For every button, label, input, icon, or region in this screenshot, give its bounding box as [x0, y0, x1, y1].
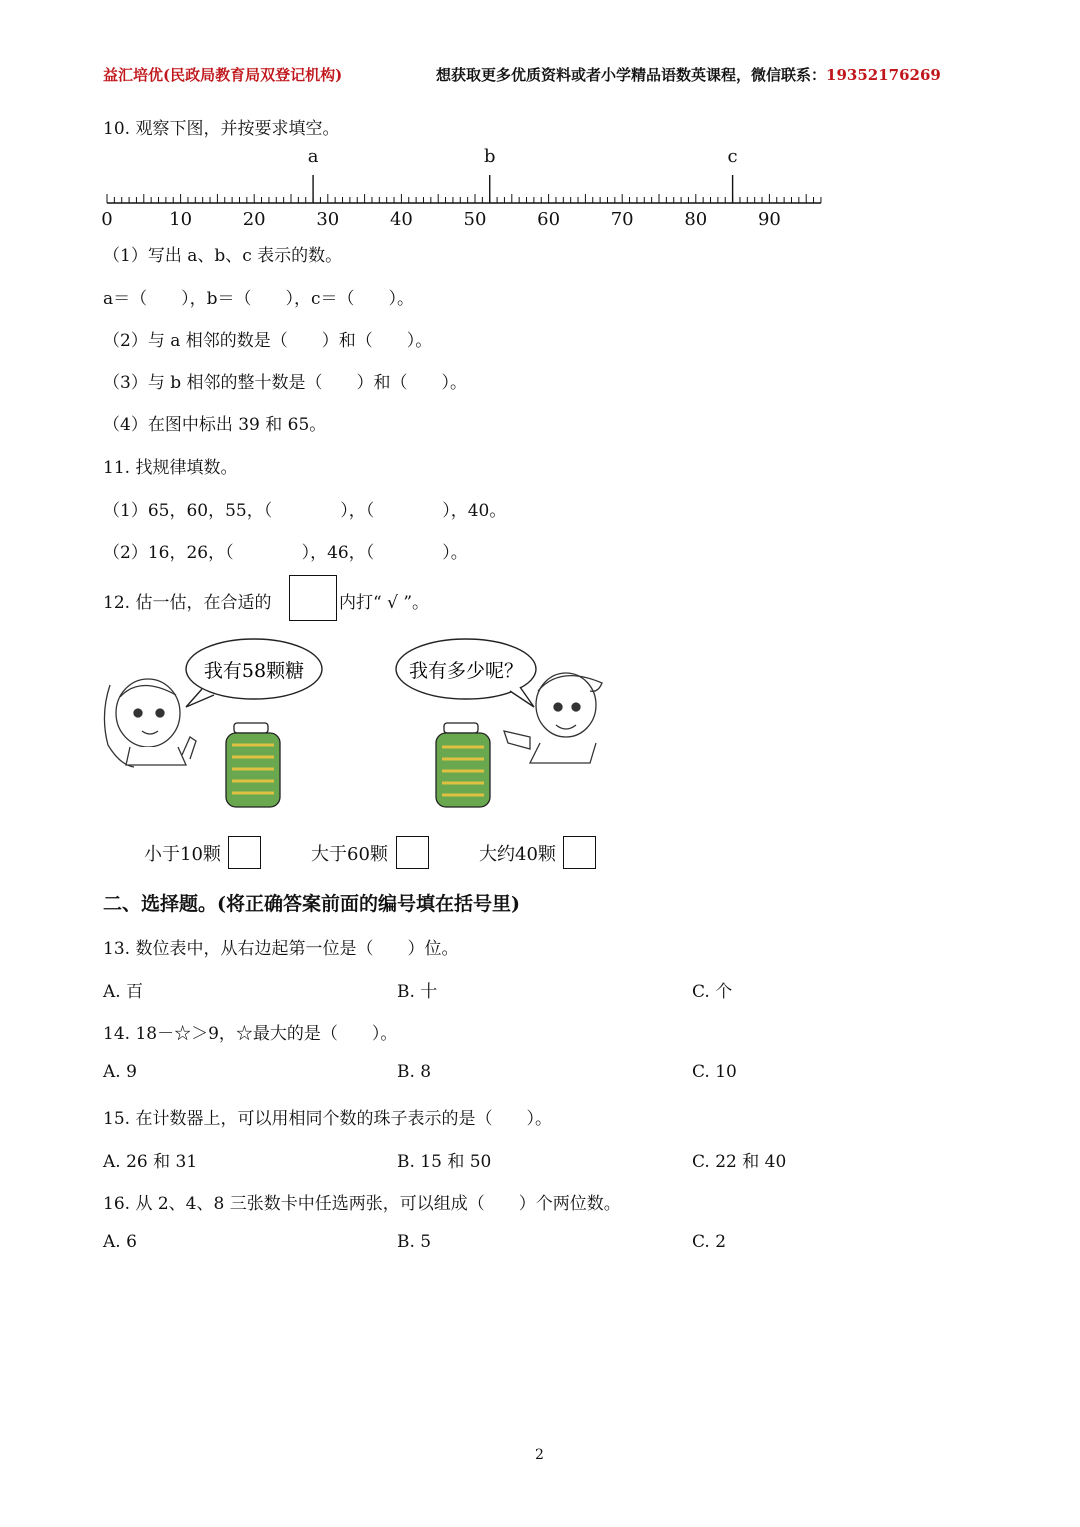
- q15-option-b: B. 15 和 50: [397, 1152, 492, 1172]
- bubble-girl-text: 我有58颗糖: [203, 660, 305, 682]
- q14-option-b: B. 8: [397, 1062, 432, 1082]
- candy-jar-left: [226, 723, 280, 807]
- q15-stem: 15. 在计数器上，可以用相同个数的珠子表示的是（ ）。: [103, 1109, 552, 1129]
- q12-checkbox-2[interactable]: [396, 836, 429, 869]
- bubble-boy-text: 我有多少呢？: [408, 660, 524, 682]
- ruler-marker-label-b: b: [483, 146, 496, 167]
- section2-title: 二、选择题。(将正确答案前面的编号填在括号里): [103, 893, 520, 915]
- number-ruler: [90, 140, 850, 240]
- q10-part1-blanks: a＝（ ），b＝（ ），c＝（ ）。: [103, 289, 415, 309]
- q16-option-c: C. 2: [692, 1232, 727, 1252]
- q11-part1: （1）65，60，55，（ ），（ ），40。: [103, 501, 507, 521]
- q10-part2: （2）与 a 相邻的数是（ ）和（ ）。: [103, 331, 433, 351]
- q13-option-b: B. 十: [397, 982, 438, 1002]
- page-number: 2: [535, 1447, 544, 1463]
- q14-stem: 14. 18－☆＞9，☆最大的是（ ）。: [103, 1024, 398, 1044]
- ruler-marker-label-c: c: [727, 146, 738, 167]
- ruler-tick-label: 70: [610, 209, 634, 230]
- q15-option-c: C. 22 和 40: [692, 1152, 787, 1172]
- q16-option-b: B. 5: [397, 1232, 432, 1252]
- q12-example-box: [289, 575, 337, 621]
- ruler-marker-label-a: a: [307, 146, 319, 167]
- header-phone: 19352176269: [826, 66, 941, 84]
- q10-title: 10. 观察下图，并按要求填空。: [103, 119, 340, 139]
- q13-option-a: A. 百: [103, 982, 144, 1002]
- q13-option-c: C. 个: [692, 982, 733, 1002]
- q12-checkbox-3[interactable]: [563, 836, 596, 869]
- q14-option-a: A. 9: [103, 1062, 137, 1082]
- q11-title: 11. 找规律填数。: [103, 458, 238, 478]
- header-contact-text: 想获取更多优质资料或者小学精品语数英课程，微信联系：: [436, 66, 827, 84]
- header-org: 益汇培优(民政局教育局双登记机构): [103, 66, 343, 84]
- candy-jar-right: [436, 723, 490, 807]
- q16-option-a: A. 6: [103, 1232, 137, 1252]
- ruler-tick-label: 20: [242, 209, 266, 230]
- q12-illustration: [90, 625, 650, 825]
- q10-part4: （4）在图中标出 39 和 65。: [103, 415, 327, 435]
- header-contact: [436, 64, 941, 85]
- q15-option-a: A. 26 和 31: [103, 1152, 198, 1172]
- ruler-tick-label: 30: [316, 209, 340, 230]
- q12-title-a: 12. 估一估，在合适的: [103, 593, 272, 613]
- ruler-tick-label: 0: [101, 209, 113, 230]
- ruler-tick-label: 80: [684, 209, 708, 230]
- q16-stem: 16. 从 2、4、8 三张数卡中任选两张，可以组成（ ）个两位数。: [103, 1194, 621, 1214]
- q12-option-1: 小于10颗: [144, 844, 221, 865]
- ruler-tick-label: 40: [389, 209, 413, 230]
- q11-part2: （2）16，26，（ ），46，（ ）。: [103, 543, 468, 563]
- ruler-tick-label: 60: [537, 209, 561, 230]
- ruler-tick-label: 50: [463, 209, 487, 230]
- q10-part3: （3）与 b 相邻的整十数是（ ）和（ ）。: [103, 373, 468, 393]
- q12-title-b: 内打“ √ ”。: [339, 593, 430, 613]
- q12-option-2: 大于60颗: [311, 844, 388, 865]
- q14-option-c: C. 10: [692, 1062, 737, 1082]
- ruler-tick-label: 90: [757, 209, 781, 230]
- q12-checkbox-1[interactable]: [228, 836, 261, 869]
- q12-option-3: 大约40颗: [479, 844, 556, 865]
- q10-part1: （1）写出 a、b、c 表示的数。: [103, 246, 343, 266]
- ruler-tick-label: 10: [169, 209, 193, 230]
- q13-stem: 13. 数位表中，从右边起第一位是（ ）位。: [103, 939, 459, 959]
- girl-figure: [104, 679, 196, 767]
